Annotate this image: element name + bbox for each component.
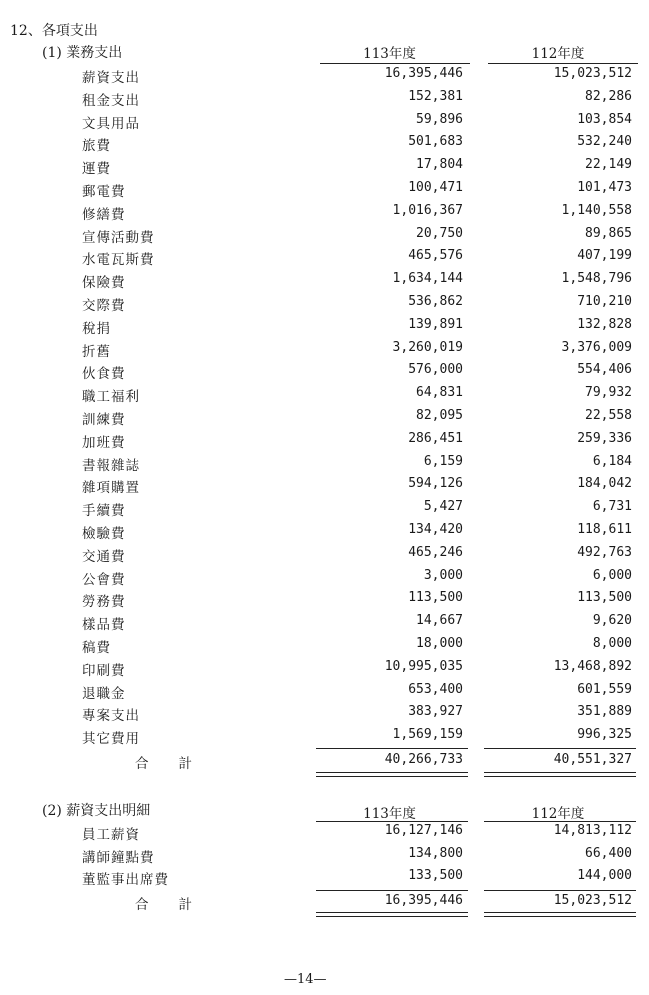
part2-double-rule-112 — [484, 912, 636, 917]
part2-title: (2) 薪資支出明細 — [42, 803, 151, 819]
row-label: 講師鐘點費 — [82, 849, 155, 866]
row-value-112: 82,286 — [585, 88, 632, 104]
row-value-113: 576,000 — [408, 362, 463, 378]
row-label: 勞務費 — [82, 594, 126, 611]
row-value-113: 152,381 — [408, 88, 463, 104]
row-value-113: 82,095 — [416, 408, 463, 423]
row-value-112: 14,813,112 — [553, 823, 632, 838]
row-value-112: 6,731 — [592, 499, 632, 515]
row-value-112: 6,000 — [592, 567, 632, 583]
part1-title: (1) 業務支出 — [42, 45, 123, 61]
row-label: 宣傳活動費 — [82, 229, 155, 246]
row-value-113: 536,862 — [408, 294, 463, 309]
row-value-112: 22,149 — [585, 157, 632, 173]
row-value-113: 134,800 — [408, 845, 463, 861]
row-value-113: 59,896 — [416, 111, 463, 127]
row-value-113: 139,891 — [408, 316, 463, 332]
row-value-112: 3,376,009 — [561, 339, 632, 355]
part2-total-rule-113 — [316, 890, 468, 891]
row-label: 董監事出席費 — [82, 872, 169, 888]
row-label: 折舊 — [82, 343, 111, 360]
row-label: 職工福利 — [82, 389, 140, 406]
row-value-113: 16,127,146 — [384, 823, 463, 838]
row-label: 雜項購置 — [82, 480, 140, 497]
row-value-112: 103,854 — [577, 111, 632, 127]
row-label: 水電瓦斯費 — [82, 252, 155, 269]
row-label: 樣品費 — [82, 617, 126, 634]
row-value-113: 133,500 — [408, 868, 463, 883]
row-label: 印刷費 — [82, 662, 126, 679]
row-value-112: 259,336 — [577, 430, 632, 446]
row-value-113: 286,451 — [408, 430, 463, 446]
part2-col-header-112: 112年度 — [531, 806, 585, 822]
row-value-112: 9,620 — [592, 613, 632, 629]
row-value-113: 20,750 — [416, 225, 463, 241]
part2-header-rule-113 — [316, 821, 468, 822]
row-label: 退職金 — [82, 685, 126, 702]
row-value-112: 1,548,796 — [561, 271, 632, 287]
part1-total-rule-112 — [484, 748, 636, 749]
part2-col-header-113: 113年度 — [363, 806, 416, 822]
row-label: 稅捐 — [82, 320, 111, 337]
row-value-113: 134,420 — [408, 522, 463, 537]
page-number: —14— — [284, 972, 327, 987]
part2-total-label: 合 計 — [135, 897, 193, 913]
row-value-113: 14,667 — [416, 613, 463, 629]
row-value-112: 8,000 — [592, 636, 632, 651]
row-label: 員工薪資 — [82, 827, 140, 843]
row-value-112: 184,042 — [577, 476, 632, 492]
row-label: 加班費 — [82, 434, 126, 451]
row-value-113: 6,159 — [423, 453, 463, 469]
row-label: 旅費 — [82, 138, 111, 155]
row-value-112: 6,184 — [592, 453, 632, 469]
row-value-112: 710,210 — [577, 294, 632, 309]
row-value-112: 132,828 — [577, 316, 632, 332]
row-value-112: 101,473 — [577, 180, 632, 195]
row-label: 訓練費 — [82, 412, 126, 428]
row-value-113: 3,000 — [423, 567, 463, 583]
row-label: 郵電費 — [82, 184, 126, 200]
row-value-112: 118,611 — [577, 522, 632, 537]
part1-col-header-112: 112年度 — [531, 46, 585, 62]
part1-total-rule-113 — [316, 748, 468, 749]
row-label: 交際費 — [82, 298, 126, 314]
section-title: 12、各項支出 — [10, 23, 98, 39]
part2-total-112: 15,023,512 — [553, 893, 632, 908]
part2-double-rule-113 — [316, 912, 468, 917]
row-value-113: 64,831 — [416, 385, 463, 401]
row-label: 保險費 — [82, 275, 126, 292]
row-value-112: 351,889 — [577, 704, 632, 720]
row-value-112: 492,763 — [577, 544, 632, 560]
row-value-113: 1,569,159 — [392, 727, 463, 743]
row-value-112: 79,932 — [585, 385, 632, 401]
part1-double-rule-113 — [316, 772, 468, 777]
row-value-112: 1,140,558 — [561, 202, 632, 218]
row-label: 專案支出 — [82, 708, 140, 725]
row-label: 公會費 — [82, 571, 126, 588]
row-value-113: 3,260,019 — [392, 339, 463, 355]
row-label: 交通費 — [82, 548, 126, 565]
row-label: 薪資支出 — [82, 70, 140, 86]
row-label: 修繕費 — [82, 206, 126, 223]
row-label: 手續費 — [82, 503, 126, 520]
row-value-112: 22,558 — [585, 408, 632, 423]
row-value-113: 100,471 — [408, 180, 463, 195]
part2-total-113: 16,395,446 — [384, 893, 463, 908]
part1-total-label: 合 計 — [135, 756, 193, 772]
row-value-113: 10,995,035 — [384, 658, 463, 674]
row-label: 運費 — [82, 161, 111, 178]
row-value-113: 653,400 — [408, 681, 463, 697]
row-value-113: 113,500 — [408, 590, 463, 606]
part1-col-header-113: 113年度 — [363, 46, 416, 62]
row-value-113: 594,126 — [408, 476, 463, 492]
part1-total-113: 40,266,733 — [384, 752, 463, 767]
row-value-113: 18,000 — [416, 636, 463, 651]
row-value-113: 465,246 — [408, 544, 463, 560]
row-value-113: 17,804 — [416, 157, 463, 173]
part1-double-rule-112 — [484, 772, 636, 777]
row-value-112: 89,865 — [585, 225, 632, 241]
row-value-113: 383,927 — [408, 704, 463, 720]
row-value-112: 66,400 — [585, 845, 632, 861]
row-value-112: 13,468,892 — [553, 658, 632, 674]
row-value-112: 113,500 — [577, 590, 632, 606]
row-value-112: 554,406 — [577, 362, 632, 378]
part1-total-112: 40,551,327 — [553, 752, 632, 767]
row-value-113: 5,427 — [423, 499, 463, 515]
row-value-112: 144,000 — [577, 868, 632, 883]
row-label: 檢驗費 — [82, 526, 126, 542]
row-value-112: 15,023,512 — [553, 66, 632, 81]
row-value-112: 601,559 — [577, 681, 632, 697]
row-value-113: 501,683 — [408, 134, 463, 150]
row-value-113: 16,395,446 — [384, 66, 463, 81]
row-value-113: 1,634,144 — [392, 271, 463, 287]
row-label: 書報雜誌 — [82, 457, 140, 474]
row-label: 租金支出 — [82, 92, 140, 109]
row-value-113: 465,576 — [408, 248, 463, 264]
row-value-112: 532,240 — [577, 134, 632, 150]
row-value-113: 1,016,367 — [392, 202, 463, 218]
row-label: 稿費 — [82, 640, 111, 656]
row-label: 文具用品 — [82, 115, 140, 132]
part2-total-rule-112 — [484, 890, 636, 891]
row-label: 其它費用 — [82, 731, 140, 748]
row-label: 伙食費 — [82, 366, 126, 383]
row-value-112: 407,199 — [577, 248, 632, 264]
part1-header-rule-113 — [320, 63, 470, 64]
row-value-112: 996,325 — [577, 727, 632, 743]
part2-header-rule-112 — [484, 821, 636, 822]
part1-header-rule-112 — [488, 63, 638, 64]
